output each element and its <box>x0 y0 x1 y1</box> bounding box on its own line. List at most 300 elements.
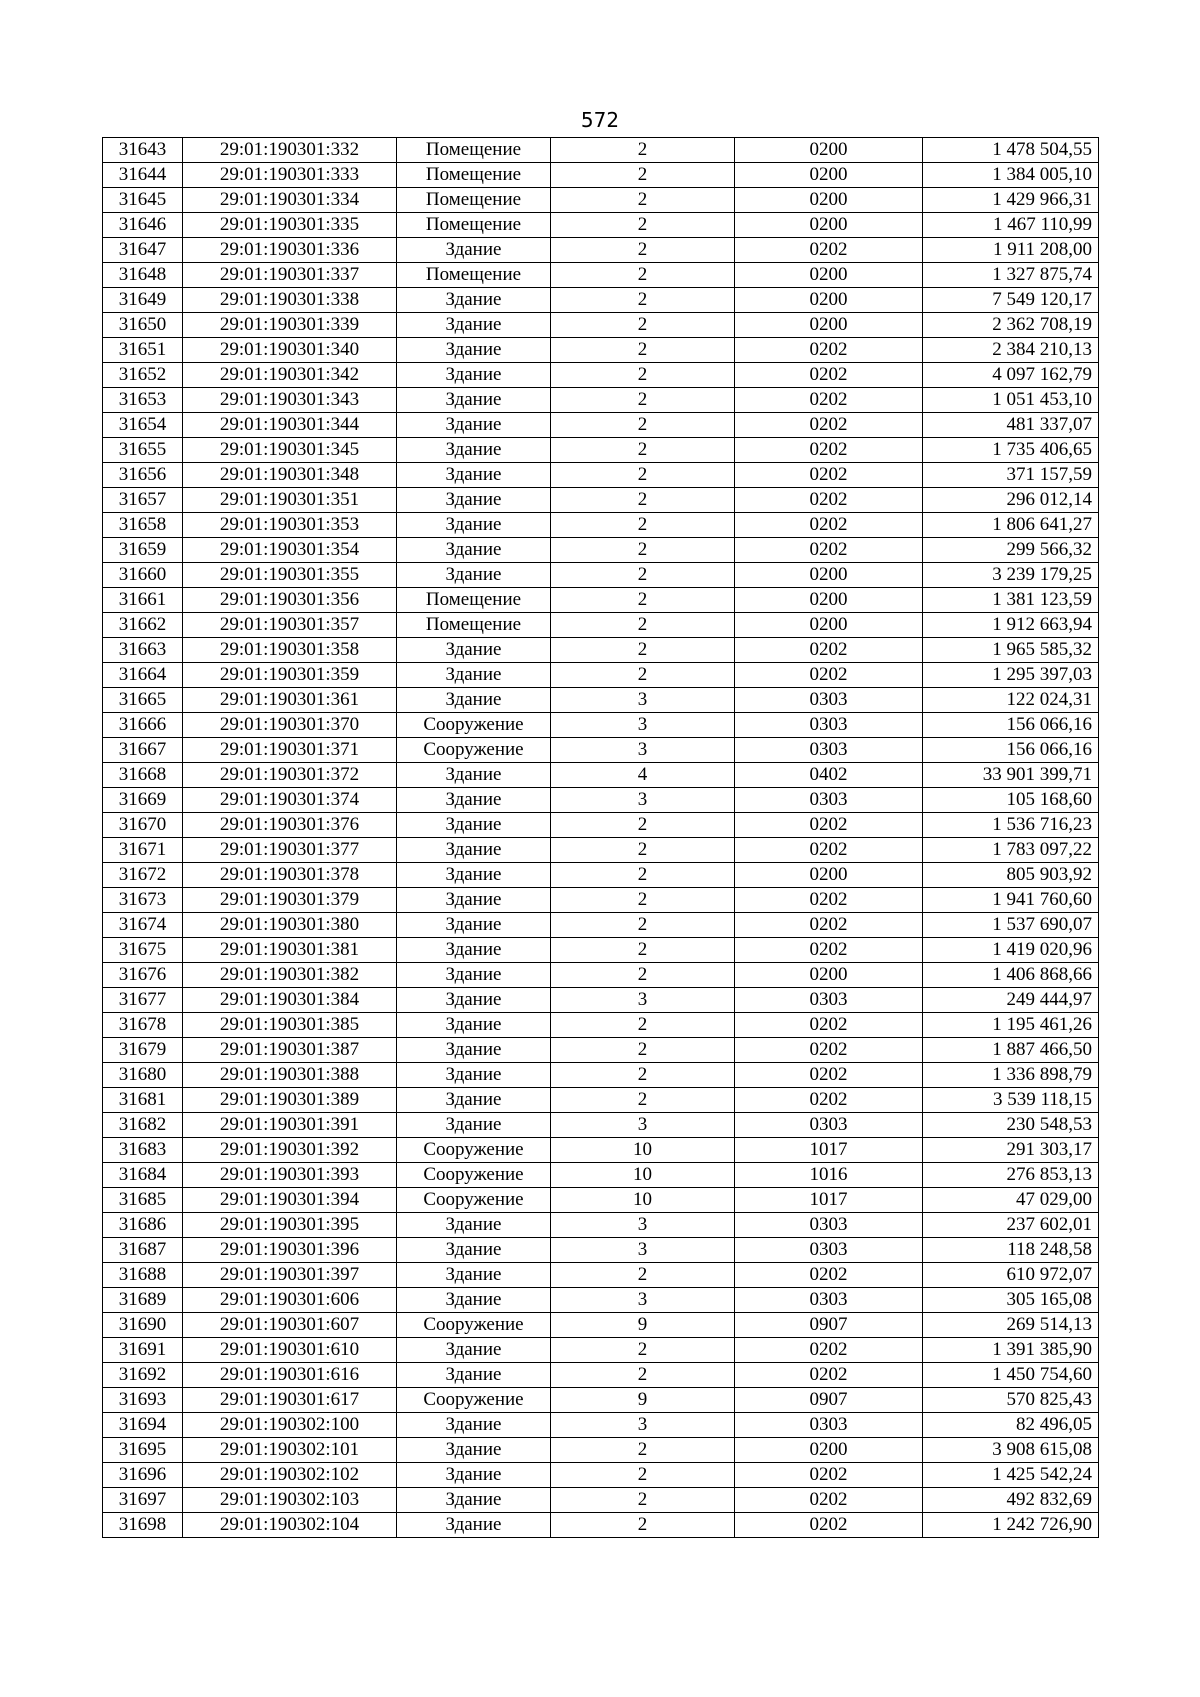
object-type-cell: Здание <box>397 1063 551 1088</box>
cadastral-value-cell: 269 514,13 <box>923 1313 1099 1338</box>
object-type-cell: Здание <box>397 1238 551 1263</box>
group-number-cell: 2 <box>551 438 735 463</box>
cadastral-value-cell: 299 566,32 <box>923 538 1099 563</box>
subgroup-code-cell: 0200 <box>735 163 923 188</box>
table-row <box>103 338 1099 363</box>
group-number-cell: 3 <box>551 1113 735 1138</box>
object-type-cell: Здание <box>397 1363 551 1388</box>
group-number-cell: 10 <box>551 1138 735 1163</box>
table-row <box>103 638 1099 663</box>
cadastral-value-cell: 1 336 898,79 <box>923 1063 1099 1088</box>
group-number-cell: 2 <box>551 1513 735 1538</box>
table-row <box>103 888 1099 913</box>
row-number-cell: 31656 <box>103 463 183 488</box>
cadastral-value-cell: 1 425 542,24 <box>923 1463 1099 1488</box>
table-row <box>103 1163 1099 1188</box>
subgroup-code-cell: 0202 <box>735 838 923 863</box>
cadastral-number-cell: 29:01:190301:396 <box>183 1238 397 1263</box>
cadastral-number-cell: 29:01:190301:377 <box>183 838 397 863</box>
object-type-cell: Здание <box>397 338 551 363</box>
row-number-cell: 31681 <box>103 1088 183 1113</box>
cadastral-number-cell: 29:01:190301:358 <box>183 638 397 663</box>
object-type-cell: Помещение <box>397 188 551 213</box>
cadastral-value-cell: 1 295 397,03 <box>923 663 1099 688</box>
table-row <box>103 1238 1099 1263</box>
object-type-cell: Здание <box>397 288 551 313</box>
group-number-cell: 2 <box>551 1488 735 1513</box>
cadastral-value-cell: 481 337,07 <box>923 413 1099 438</box>
object-type-cell: Здание <box>397 813 551 838</box>
group-number-cell: 4 <box>551 763 735 788</box>
table-row <box>103 488 1099 513</box>
table-row <box>103 863 1099 888</box>
table-row <box>103 813 1099 838</box>
cadastral-number-cell: 29:01:190302:100 <box>183 1413 397 1438</box>
group-number-cell: 2 <box>551 538 735 563</box>
table-row <box>103 1063 1099 1088</box>
table-row <box>103 213 1099 238</box>
row-number-cell: 31650 <box>103 313 183 338</box>
object-type-cell: Здание <box>397 963 551 988</box>
row-number-cell: 31660 <box>103 563 183 588</box>
object-type-cell: Здание <box>397 763 551 788</box>
object-type-cell: Здание <box>397 463 551 488</box>
cadastral-value-cell: 305 165,08 <box>923 1288 1099 1313</box>
cadastral-number-cell: 29:01:190301:344 <box>183 413 397 438</box>
cadastral-number-cell: 29:01:190301:370 <box>183 713 397 738</box>
group-number-cell: 2 <box>551 963 735 988</box>
object-type-cell: Сооружение <box>397 713 551 738</box>
object-type-cell: Здание <box>397 313 551 338</box>
subgroup-code-cell: 0200 <box>735 263 923 288</box>
cadastral-value-cell: 1 327 875,74 <box>923 263 1099 288</box>
table-row <box>103 1413 1099 1438</box>
cadastral-value-cell: 1 450 754,60 <box>923 1363 1099 1388</box>
cadastral-value-cell: 118 248,58 <box>923 1238 1099 1263</box>
cadastral-number-cell: 29:01:190302:102 <box>183 1463 397 1488</box>
subgroup-code-cell: 0303 <box>735 1238 923 1263</box>
cadastral-value-cell: 33 901 399,71 <box>923 763 1099 788</box>
cadastral-number-cell: 29:01:190302:104 <box>183 1513 397 1538</box>
subgroup-code-cell: 0200 <box>735 613 923 638</box>
group-number-cell: 10 <box>551 1188 735 1213</box>
group-number-cell: 2 <box>551 188 735 213</box>
row-number-cell: 31661 <box>103 588 183 613</box>
subgroup-code-cell: 0907 <box>735 1313 923 1338</box>
subgroup-code-cell: 0202 <box>735 338 923 363</box>
table-row <box>103 313 1099 338</box>
cadastral-value-cell: 1 887 466,50 <box>923 1038 1099 1063</box>
row-number-cell: 31665 <box>103 688 183 713</box>
cadastral-number-cell: 29:01:190301:385 <box>183 1013 397 1038</box>
table-row <box>103 438 1099 463</box>
object-type-cell: Здание <box>397 1263 551 1288</box>
cadastral-value-cell: 156 066,16 <box>923 713 1099 738</box>
object-type-cell: Помещение <box>397 613 551 638</box>
cadastral-value-cell: 1 537 690,07 <box>923 913 1099 938</box>
subgroup-code-cell: 0202 <box>735 488 923 513</box>
table-row <box>103 1513 1099 1538</box>
cadastral-value-cell: 610 972,07 <box>923 1263 1099 1288</box>
object-type-cell: Здание <box>397 788 551 813</box>
subgroup-code-cell: 0200 <box>735 1438 923 1463</box>
cadastral-value-cell: 1 406 868,66 <box>923 963 1099 988</box>
row-number-cell: 31677 <box>103 988 183 1013</box>
cadastral-value-cell: 2 384 210,13 <box>923 338 1099 363</box>
object-type-cell: Сооружение <box>397 1163 551 1188</box>
table-row <box>103 1288 1099 1313</box>
row-number-cell: 31659 <box>103 538 183 563</box>
object-type-cell: Здание <box>397 988 551 1013</box>
group-number-cell: 3 <box>551 1413 735 1438</box>
table-row <box>103 388 1099 413</box>
table-row <box>103 563 1099 588</box>
object-type-cell: Здание <box>397 1113 551 1138</box>
object-type-cell: Помещение <box>397 213 551 238</box>
table-row <box>103 463 1099 488</box>
group-number-cell: 2 <box>551 513 735 538</box>
table-row <box>103 713 1099 738</box>
row-number-cell: 31672 <box>103 863 183 888</box>
cadastral-number-cell: 29:01:190301:395 <box>183 1213 397 1238</box>
subgroup-code-cell: 0200 <box>735 313 923 338</box>
cadastral-value-cell: 2 362 708,19 <box>923 313 1099 338</box>
subgroup-code-cell: 0303 <box>735 738 923 763</box>
cadastral-number-cell: 29:01:190301:378 <box>183 863 397 888</box>
subgroup-code-cell: 0303 <box>735 788 923 813</box>
group-number-cell: 2 <box>551 363 735 388</box>
table-row <box>103 1263 1099 1288</box>
group-number-cell: 2 <box>551 638 735 663</box>
row-number-cell: 31692 <box>103 1363 183 1388</box>
cadastral-number-cell: 29:01:190301:357 <box>183 613 397 638</box>
row-number-cell: 31694 <box>103 1413 183 1438</box>
row-number-cell: 31691 <box>103 1338 183 1363</box>
row-number-cell: 31685 <box>103 1188 183 1213</box>
cadastral-value-cell: 1 911 208,00 <box>923 238 1099 263</box>
cadastral-value-cell: 1 965 585,32 <box>923 638 1099 663</box>
cadastral-number-cell: 29:01:190301:343 <box>183 388 397 413</box>
cadastral-value-cell: 3 239 179,25 <box>923 563 1099 588</box>
subgroup-code-cell: 0202 <box>735 538 923 563</box>
cadastral-number-cell: 29:01:190301:345 <box>183 438 397 463</box>
table-row <box>103 1338 1099 1363</box>
object-type-cell: Здание <box>397 1288 551 1313</box>
object-type-cell: Здание <box>397 1088 551 1113</box>
group-number-cell: 2 <box>551 1363 735 1388</box>
row-number-cell: 31653 <box>103 388 183 413</box>
object-type-cell: Сооружение <box>397 1313 551 1338</box>
subgroup-code-cell: 0202 <box>735 638 923 663</box>
subgroup-code-cell: 0402 <box>735 763 923 788</box>
cadastral-number-cell: 29:01:190302:101 <box>183 1438 397 1463</box>
group-number-cell: 2 <box>551 413 735 438</box>
table-row <box>103 163 1099 188</box>
group-number-cell: 3 <box>551 1288 735 1313</box>
subgroup-code-cell: 0200 <box>735 863 923 888</box>
subgroup-code-cell: 0303 <box>735 1288 923 1313</box>
table-row <box>103 413 1099 438</box>
object-type-cell: Здание <box>397 238 551 263</box>
group-number-cell: 2 <box>551 138 735 163</box>
object-type-cell: Здание <box>397 1038 551 1063</box>
group-number-cell: 2 <box>551 338 735 363</box>
cadastral-number-cell: 29:01:190301:380 <box>183 913 397 938</box>
subgroup-code-cell: 0200 <box>735 563 923 588</box>
subgroup-code-cell: 0202 <box>735 1463 923 1488</box>
object-type-cell: Здание <box>397 838 551 863</box>
object-type-cell: Здание <box>397 1463 551 1488</box>
table-row <box>103 1438 1099 1463</box>
row-number-cell: 31654 <box>103 413 183 438</box>
object-type-cell: Здание <box>397 688 551 713</box>
row-number-cell: 31687 <box>103 1238 183 1263</box>
subgroup-code-cell: 0202 <box>735 413 923 438</box>
table-row <box>103 363 1099 388</box>
row-number-cell: 31697 <box>103 1488 183 1513</box>
table-row <box>103 288 1099 313</box>
subgroup-code-cell: 0202 <box>735 1513 923 1538</box>
subgroup-code-cell: 1017 <box>735 1188 923 1213</box>
group-number-cell: 2 <box>551 1438 735 1463</box>
group-number-cell: 2 <box>551 938 735 963</box>
cadastral-number-cell: 29:01:190301:337 <box>183 263 397 288</box>
table-row <box>103 538 1099 563</box>
cadastral-number-cell: 29:01:190301:351 <box>183 488 397 513</box>
object-type-cell: Здание <box>397 563 551 588</box>
cadastral-number-cell: 29:01:190301:389 <box>183 1088 397 1113</box>
subgroup-code-cell: 1016 <box>735 1163 923 1188</box>
row-number-cell: 31664 <box>103 663 183 688</box>
cadastral-number-cell: 29:01:190301:335 <box>183 213 397 238</box>
table-row <box>103 238 1099 263</box>
group-number-cell: 2 <box>551 388 735 413</box>
cadastral-number-cell: 29:01:190301:394 <box>183 1188 397 1213</box>
table-body <box>103 138 1099 1538</box>
row-number-cell: 31673 <box>103 888 183 913</box>
cadastral-number-cell: 29:01:190301:382 <box>183 963 397 988</box>
cadastral-value-cell: 492 832,69 <box>923 1488 1099 1513</box>
subgroup-code-cell: 0202 <box>735 388 923 413</box>
cadastral-value-cell: 249 444,97 <box>923 988 1099 1013</box>
object-type-cell: Здание <box>397 888 551 913</box>
subgroup-code-cell: 0202 <box>735 1088 923 1113</box>
group-number-cell: 2 <box>551 888 735 913</box>
table-row <box>103 763 1099 788</box>
group-number-cell: 2 <box>551 238 735 263</box>
cadastral-value-cell: 1 419 020,96 <box>923 938 1099 963</box>
group-number-cell: 3 <box>551 1238 735 1263</box>
table-row <box>103 613 1099 638</box>
table-row <box>103 988 1099 1013</box>
row-number-cell: 31675 <box>103 938 183 963</box>
table-row <box>103 588 1099 613</box>
subgroup-code-cell: 0202 <box>735 238 923 263</box>
row-number-cell: 31646 <box>103 213 183 238</box>
table-row <box>103 1088 1099 1113</box>
row-number-cell: 31667 <box>103 738 183 763</box>
cadastral-value-cell: 156 066,16 <box>923 738 1099 763</box>
subgroup-code-cell: 0907 <box>735 1388 923 1413</box>
row-number-cell: 31682 <box>103 1113 183 1138</box>
group-number-cell: 9 <box>551 1388 735 1413</box>
subgroup-code-cell: 0202 <box>735 1063 923 1088</box>
cadastral-number-cell: 29:01:190301:353 <box>183 513 397 538</box>
cadastral-value-cell: 47 029,00 <box>923 1188 1099 1213</box>
table-row <box>103 1188 1099 1213</box>
cadastral-value-cell: 230 548,53 <box>923 1113 1099 1138</box>
object-type-cell: Здание <box>397 413 551 438</box>
table-row <box>103 138 1099 163</box>
object-type-cell: Здание <box>397 438 551 463</box>
cadastral-value-cell: 1 242 726,90 <box>923 1513 1099 1538</box>
group-number-cell: 3 <box>551 688 735 713</box>
subgroup-code-cell: 0202 <box>735 438 923 463</box>
group-number-cell: 10 <box>551 1163 735 1188</box>
group-number-cell: 2 <box>551 213 735 238</box>
group-number-cell: 2 <box>551 838 735 863</box>
cadastral-value-cell: 371 157,59 <box>923 463 1099 488</box>
row-number-cell: 31679 <box>103 1038 183 1063</box>
group-number-cell: 3 <box>551 738 735 763</box>
subgroup-code-cell: 0200 <box>735 288 923 313</box>
table-row <box>103 1038 1099 1063</box>
subgroup-code-cell: 0202 <box>735 813 923 838</box>
cadastral-value-cell: 4 097 162,79 <box>923 363 1099 388</box>
group-number-cell: 2 <box>551 1463 735 1488</box>
cadastral-number-cell: 29:01:190301:384 <box>183 988 397 1013</box>
object-type-cell: Здание <box>397 513 551 538</box>
page-number: 572 <box>580 108 620 132</box>
cadastral-number-cell: 29:01:190301:334 <box>183 188 397 213</box>
registry-table <box>102 137 1099 1538</box>
object-type-cell: Здание <box>397 1438 551 1463</box>
cadastral-value-cell: 1 536 716,23 <box>923 813 1099 838</box>
subgroup-code-cell: 0200 <box>735 213 923 238</box>
cadastral-value-cell: 1 783 097,22 <box>923 838 1099 863</box>
cadastral-number-cell: 29:01:190301:376 <box>183 813 397 838</box>
row-number-cell: 31643 <box>103 138 183 163</box>
row-number-cell: 31698 <box>103 1513 183 1538</box>
table-row <box>103 738 1099 763</box>
group-number-cell: 2 <box>551 1063 735 1088</box>
group-number-cell: 2 <box>551 313 735 338</box>
row-number-cell: 31655 <box>103 438 183 463</box>
row-number-cell: 31652 <box>103 363 183 388</box>
subgroup-code-cell: 0202 <box>735 1338 923 1363</box>
table-row <box>103 1463 1099 1488</box>
cadastral-value-cell: 1 391 385,90 <box>923 1338 1099 1363</box>
object-type-cell: Здание <box>397 863 551 888</box>
cadastral-value-cell: 276 853,13 <box>923 1163 1099 1188</box>
group-number-cell: 2 <box>551 463 735 488</box>
table-row <box>103 1138 1099 1163</box>
row-number-cell: 31674 <box>103 913 183 938</box>
subgroup-code-cell: 0303 <box>735 1413 923 1438</box>
cadastral-value-cell: 1 478 504,55 <box>923 138 1099 163</box>
cadastral-value-cell: 1 735 406,65 <box>923 438 1099 463</box>
row-number-cell: 31668 <box>103 763 183 788</box>
subgroup-code-cell: 0202 <box>735 1038 923 1063</box>
object-type-cell: Здание <box>397 663 551 688</box>
group-number-cell: 2 <box>551 663 735 688</box>
cadastral-number-cell: 29:01:190301:616 <box>183 1363 397 1388</box>
object-type-cell: Помещение <box>397 163 551 188</box>
group-number-cell: 2 <box>551 588 735 613</box>
table-row <box>103 1213 1099 1238</box>
cadastral-number-cell: 29:01:190301:610 <box>183 1338 397 1363</box>
group-number-cell: 2 <box>551 288 735 313</box>
row-number-cell: 31695 <box>103 1438 183 1463</box>
row-number-cell: 31671 <box>103 838 183 863</box>
subgroup-code-cell: 0303 <box>735 713 923 738</box>
subgroup-code-cell: 0202 <box>735 513 923 538</box>
group-number-cell: 3 <box>551 988 735 1013</box>
cadastral-number-cell: 29:01:190301:354 <box>183 538 397 563</box>
cadastral-value-cell: 291 303,17 <box>923 1138 1099 1163</box>
cadastral-value-cell: 1 381 123,59 <box>923 588 1099 613</box>
cadastral-number-cell: 29:01:190301:388 <box>183 1063 397 1088</box>
row-number-cell: 31663 <box>103 638 183 663</box>
subgroup-code-cell: 0202 <box>735 938 923 963</box>
object-type-cell: Здание <box>397 1338 551 1363</box>
row-number-cell: 31666 <box>103 713 183 738</box>
table-row <box>103 1363 1099 1388</box>
group-number-cell: 3 <box>551 1213 735 1238</box>
cadastral-number-cell: 29:01:190301:391 <box>183 1113 397 1138</box>
cadastral-number-cell: 29:01:190301:348 <box>183 463 397 488</box>
row-number-cell: 31680 <box>103 1063 183 1088</box>
subgroup-code-cell: 0202 <box>735 663 923 688</box>
cadastral-value-cell: 105 168,60 <box>923 788 1099 813</box>
object-type-cell: Помещение <box>397 588 551 613</box>
cadastral-number-cell: 29:01:190301:356 <box>183 588 397 613</box>
cadastral-value-cell: 237 602,01 <box>923 1213 1099 1238</box>
cadastral-value-cell: 1 384 005,10 <box>923 163 1099 188</box>
cadastral-number-cell: 29:01:190301:372 <box>183 763 397 788</box>
cadastral-number-cell: 29:01:190301:381 <box>183 938 397 963</box>
table-row <box>103 1013 1099 1038</box>
cadastral-value-cell: 122 024,31 <box>923 688 1099 713</box>
row-number-cell: 31686 <box>103 1213 183 1238</box>
cadastral-value-cell: 805 903,92 <box>923 863 1099 888</box>
row-number-cell: 31669 <box>103 788 183 813</box>
group-number-cell: 2 <box>551 1038 735 1063</box>
object-type-cell: Сооружение <box>397 1138 551 1163</box>
subgroup-code-cell: 0202 <box>735 913 923 938</box>
group-number-cell: 2 <box>551 613 735 638</box>
row-number-cell: 31651 <box>103 338 183 363</box>
cadastral-number-cell: 29:01:190301:332 <box>183 138 397 163</box>
row-number-cell: 31647 <box>103 238 183 263</box>
row-number-cell: 31693 <box>103 1388 183 1413</box>
subgroup-code-cell: 0202 <box>735 363 923 388</box>
table-row <box>103 788 1099 813</box>
table-row <box>103 188 1099 213</box>
group-number-cell: 2 <box>551 488 735 513</box>
object-type-cell: Сооружение <box>397 738 551 763</box>
table-row <box>103 913 1099 938</box>
cadastral-number-cell: 29:01:190301:342 <box>183 363 397 388</box>
row-number-cell: 31683 <box>103 1138 183 1163</box>
cadastral-number-cell: 29:01:190301:607 <box>183 1313 397 1338</box>
group-number-cell: 2 <box>551 163 735 188</box>
group-number-cell: 2 <box>551 263 735 288</box>
subgroup-code-cell: 0303 <box>735 1213 923 1238</box>
group-number-cell: 9 <box>551 1313 735 1338</box>
row-number-cell: 31648 <box>103 263 183 288</box>
row-number-cell: 31678 <box>103 1013 183 1038</box>
